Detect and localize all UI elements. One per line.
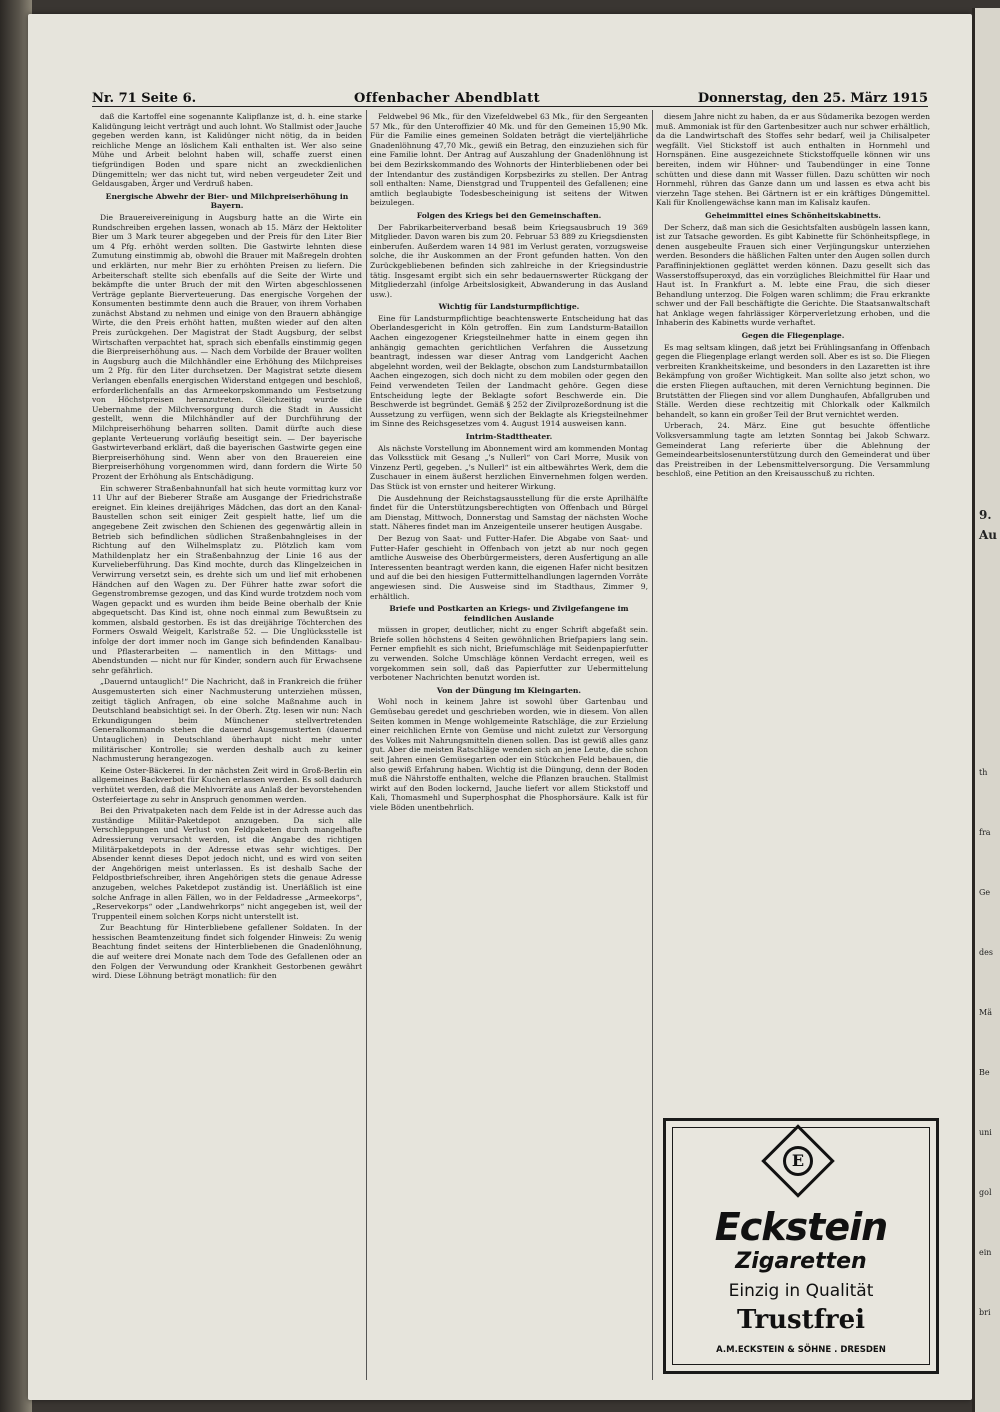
article-heading: Intrim-Stadttheater. — [465, 432, 553, 441]
page-header — [92, 84, 928, 107]
issue-page-number: Nr. 71 Seite 6. — [92, 91, 197, 106]
article-paragraph: Die Brauereivereinigung in Augsburg hatte an die Wirte ein Rundschreiben ergehen lassen, wonach ab 15. März der Hektoliter Bier um 3 Mark teurer abgegeben und der Preis für den Liter Bier um 4 Pfg. erhöht werden sollten. Die Gastwirte lehnten diese Zumutung einstimmig ab, obwohl die Brauer mit Maßregeln drohten und erklärten, nur mehr Bier zu erhöhten Preisen zu liefern. Die Arbeiterschaft stellte sich ebenfalls auf die Seite der Wirte und bekämpfte die unter Bruch der mit den Wirten abgeschlossenen Verträge geplante Bierverteuerung. Das energische Vorgehen der Konsumenten bestimmte denn auch die Brauer, von ihrem Vorhaben zunächst Abstand zu nehmen und einige von den Brauern abhängige Wirte, die den Preis erhöht hatten, mußten wieder auf den alten Preis zurückgehen. Der Magistrat der Stadt Augsburg, der selbst Wirtschaften verpachtet hat, sprach sich ebenfalls einstimmig gegen die Bierpreiserhöhung aus. — Nach dem Vorbilde der Brauer wollten in Augsburg auch die Milchhändler eine Erhöhung des Milchpreises um 2 Pfg. für den Liter durchsetzen. Der Magistrat setzte diesem Verlangen ebenfalls energischen Widerstand entgegen und beschloß, erforderlichenfalls an das Armeekorpskommando um Festsetzung von Höchstpreisen heranzutreten. Gleichzeitig wurde die Uebernahme der Milchversorgung durch die Stadt in Aussicht gestellt, wenn die Milchhändler auf der Durchführung der Milchpreiserhöhung beharren sollten. Damit dürfte auch diese geplante Verteuerung vorläufig beseitigt sein. — Der bayerische Gastwirteverband erklärt, daß die bayerischen Gastwirte gegen eine Bierpreiserhöhung sind. Wenn aber von den Brauereien eine Bierpreiserhöhung vorgenommen wird, dann fordern die Wirte 50 Prozent der Erhöhung als Entschädigung. — [92, 212, 362, 481]
adjacent-page-fragment: Be — [979, 1068, 990, 1077]
ad-product: Zigaretten — [735, 1249, 867, 1274]
text-column-1 — [92, 112, 362, 1380]
text-column-2 — [370, 112, 648, 1380]
article-paragraph: Keine Oster-Bäckerei. In der nächsten Zeit wird in Groß-Berlin ein allgemeines Backverbot für Kuchen erlassen werden. Es soll dadurch verhütet werden, daß die Mehlvorräte aus Anlaß der bevorstehenden Osterfeiertage zu sehr in Anspruch genommen werden. — [92, 765, 362, 804]
article-paragraph: müssen in groper, deutlicher, nicht zu enger Schrift abgefaßt sein. Briefe sollen höchstens 4 Seiten gewöhnlichen Briefpapiers lang sein. Ferner empfiehlt es sich nicht, Briefumschläge mit Seidenpapierfutter zu verwenden. Solche Umschläge können Verdacht erregen, weil es vorgekommen sein soll, daß das Papierfutter zur Uebermittelung verbotener Nachrichten benutzt worden ist. — [370, 625, 648, 683]
article-heading: Briefe und Postkarten an Kriegs- und Zivilgefangene im feindlichen Auslande — [389, 604, 629, 623]
article-paragraph: Urberach, 24. März. Eine gut besuchte öffentliche Volksversammlung tagte am letzten Sonntag bei Jakob Schwarz. Gemeinderat Lang referierte über die Ablehnung der Gemeindearbeitslosenunterstützung durch den Gemeinderat und über das Preistreiben in der Lebensmittelversorgung. Die Versammlung beschloß, eine Petition an den Kreisausschuß zu richten. — [656, 421, 930, 479]
adjacent-page-fragment: des — [979, 948, 993, 957]
article-heading: Von der Düngung im Kleingarten. — [436, 685, 582, 695]
adjacent-page-fragment: Mä — [979, 1008, 992, 1017]
article-paragraph: Als nächste Vorstellung im Abonnement wird am kommenden Montag das Volksstück mit Gesang „'s Nullerl“ von Carl Morre, Musik von Vinzenz Pertl, gegeben. „'s Nullerl“ ist ein altbewährtes Werk, dem die Zuschauer in einem äußerst herzlichen Einvernehmen folgen werden. Das Stück ist von ernster und heiterer Wirkung. — [370, 443, 648, 491]
article-paragraph: Wohl noch in keinem Jahre ist sowohl über Gartenbau und Gemüsebau geredet und geschrieben worden, wie in diesem. Von allen Seiten kommen in Menge wohlgemeinte Ratschläge, die zur Erzielung einer reichlichen Ernte von Gemüse und nicht zuletzt zur Versorgung des Volkes mit Nahrungsmitteln dienen sollen. Das ist gewiß alles ganz gut. Aber die meisten Ratschläge wenden sich an jene Leute, die schon seit Jahren einen Gemüsegarten oder ein Stückchen Feld bebauen, die also gewiß Erfahrung haben. Wichtig ist die Düngung, denn der Boden muß die Nährstoffe enthalten, welche die Pflanzen brauchen. Stallmist wirkt auf den Boden lockernd, Jauche liefert vor allem Stickstoff und Kali, Thomasmehl und Superphosphat die Phosphorsäure. Kalk ist für viele Böden unentbehrlich. — [370, 697, 648, 812]
article-paragraph: Zur Beachtung für Hinterbliebene gefallener Soldaten. In der hessischen Beamtenzeitung findet sich folgender Hinweis: Zu wenig Beachtung findet seitens der Hinterbliebenen die Gnadenlöhnung, die auf weitere drei Monate nach dem Tode des Gefallenen oder an den Folgen der Verwundung oder Krankheit Gestorbenen gewährt wird. Diese Löhnung beträgt monatlich: für den — [92, 923, 362, 981]
article-paragraph: Der Scherz, daß man sich die Gesichtsfalten ausbügeln lassen kann, ist zur Tatsache geworden. Es gibt Kabinette für Schönheitspflege, in denen ausgebeulte Frauen sich einer Verjüngungskur unterziehen werden. Besonders die häßlichen Falten unter den Augen sollen durch Paraffininjektionen geglättet werden können. Dazu gesellt sich das Wasserstoffsuperoxyd, das ein vorzügliches Bleichmittel für Haar und Haut ist. In Frankfurt a. M. lebte eine Frau, die sich dieser Behandlung unterzog. Die Folgen waren schlimm; die Frau erkrankte schwer und der Fall beschäftigte die Gerichte. Die Staatsanwaltschaft hat Anklage wegen fahrlässiger Körperverletzung erhoben, und die Inhaberin des Kabinetts wurde verhaftet. — [656, 222, 930, 328]
adjacent-page-fragment: fra — [979, 828, 991, 837]
ad-maker: A.M.ECKSTEIN & SÖHNE . DRESDEN — [716, 1345, 886, 1355]
ad-claim: Trustfrei — [736, 1305, 865, 1335]
adjacent-page-strip — [972, 8, 1000, 1412]
article-heading: Energische Abwehr der Bier- und Milchpreiserhöhung in Bayern. — [105, 191, 349, 211]
article-heading: Gegen die Fliegenplage. — [741, 331, 845, 341]
article-heading: Folgen des Kriegs bei den Gemeinschaften. — [416, 210, 602, 220]
adjacent-page-fragment: uni — [979, 1128, 992, 1137]
article-paragraph: Es mag seltsam klingen, daß jetzt bei Frühlingsanfang in Offenbach gegen die Fliegenplage erlangt werden soll. Aber es ist so. Die Fliegen verbreiten Krankheitskeime, und besonders in den Lazaretten ist ihre Bekämpfung von großer Wichtigkeit. Man sollte also jetzt schon, wo die ersten Fliegen auftauchen, mit deren Vernichtung beginnen. Die Brutstätten der Fliegen sind vor allem Dunghaufen, Abfallgruben und Ställe. Werden diese rechtzeitig mit Chlorkalk oder Kalkmilch behandelt, so kann ein großer Teil der Brut vernichtet werden. — [656, 342, 930, 419]
ad-tagline: Einzig in Qualität — [728, 1281, 874, 1301]
article-paragraph: Bei den Privatpaketen nach dem Felde ist in der Adresse auch das zuständige Militär-Paketdepot anzugeben. Da sich alle Verschleppungen und Verlust von Feldpaketen durch mangelhafte Adressierung verursacht werden, ist die Angabe des richtigen Militärpaketdepots in der Adresse etwas sehr wichtiges. Der Absender kennt dieses Depot jedoch nicht, und es wird von seiten der Angehörigen meist unterlassen. Es ist deshalb Sache der Feldpostbriefschreiber, ihren Angehörigen stets die genaue Adresse anzugeben, welches Paketdepot zuständig ist. Unerläßlich ist eine solche Anfrage in allen Fällen, wo in der Feldadresse „Armeekorps“, „Reservekorps“ oder „Landwehrkorps“ nicht angegeben ist, weil der Truppenteil einem solchen Korps nicht unterstellt ist. — [92, 806, 362, 921]
article-paragraph: Feldwebel 96 Mk., für den Vizefeldwebel 63 Mk., für den Sergeanten 57 Mk., für den Unteroffizier 40 Mk. und für den Gemeinen 15,90 Mk. Für die Familie eines gemeinen Soldaten beträgt die vierteljährliche Gnadenlöhnung 47,70 Mk., gewiß ein Betrag, den einzuziehen sich für eine Familie lohnt. Der Antrag auf Auszahlung der Gnadenlöhnung ist bei dem Bezirkskommando des Wohnorts der Hinterbliebenen oder bei der Intendantur des zuständigen Korpsbezirks zu stellen. Der Antrag soll enthalten: Name, Dienstgrad und Truppenteil des Gefallenen; eine amtlich beglaubigte Todesbescheinigung ist seitens der Witwen beizulegen. — [370, 112, 648, 208]
newspaper-title: Offenbacher Abendblatt — [353, 91, 541, 106]
adjacent-page-fragment: ein — [979, 1248, 992, 1257]
article-paragraph: Der Fabrikarbeiterverband besaß beim Kriegsausbruch 19 369 Mitglieder. Davon waren bis zum 20. Februar 53 889 zu Kriegsdiensten einberufen. Außerdem waren 14 981 im Verlust geraten, vorzugsweise solche, die ihr Auskommen an der Front gefunden hatten. Von den Zurückgebliebenen befinden sich zahlreiche in der Kriegsindustrie tätig. Insgesamt ergibt sich ein sehr bedauernswerter Rückgang der Mitgliederzahl (infolge Arbeitslosigkeit, Abwanderung in das Ausland usw.). — [370, 222, 648, 299]
article-heading: Geheimmittel eines Schönheitskabinetts. — [705, 210, 881, 220]
issue-date: Donnerstag, den 25. März 1915 — [697, 91, 928, 106]
article-paragraph: Der Bezug von Saat- und Futter-Hafer. Die Abgabe von Saat- und Futter-Hafer geschieht in Offenbach von jetzt ab nur noch gegen amtliche Ausweise des Oberbürgermeisters, deren Ausfertigung an alle Interessenten beantragt werden kann, die eigenen Hafer nicht besitzen und auf die bei den hiesigen Futtermittelhandlungen lagernden Vorräte angewiesen sind. Die Ausweise sind im Stadthaus, Zimmer 9, erhältlich. — [370, 533, 648, 601]
ad-brand: Eckstein — [714, 1205, 888, 1249]
logo-letter: E — [783, 1146, 813, 1176]
article-paragraph: diesem Jahre nicht zu haben, da er aus Südamerika bezogen werden muß. Ammoniak ist für den Gartenbesitzer auch nur schwer erhältlich, da die Landwirtschaft des Stoffes sehr bedarf, weil ja Chilisalpeter wegfällt. Viel Stickstoff ist auch enthalten in Hornmehl und Hornspänen. Eine ausgezeichnete Stickstoffquelle können wir uns bereiten, indem wir Hühner- und Taubendünger in eine Tonne schütten und diese dann mit Wasser füllen. Dazu schütten wir noch Hornmehl, rühren das Ganze dann um und lassen es etwa acht bis vierzehn Tage stehen. Bei Gärtnern ist er ein kräftiges Düngemittel. Kali für Knollengewächse kann man im Kalisalz kaufen. — [656, 112, 930, 208]
adjacent-page-fragment: th — [979, 768, 988, 777]
adjacent-page-fragment: gol — [979, 1188, 992, 1197]
adjacent-page-fragment: bri — [979, 1308, 991, 1317]
article-paragraph: Ein schwerer Straßenbahnunfall hat sich heute vormittag kurz vor 11 Uhr auf der Bieberer Straße am Ausgange der Friedrichstraße ereignet. Ein kleines dreijähriges Mädchen, das dort an den Kanal-Baustellen schon seit einiger Zeit gespielt hatte, lief um die angegebene Zeit zwischen den Schienen des gegenwärtig allein in Betrieb sich befindlichen südlichen Straßenbahngleises in der Richtung auf den Wilhelmsplatz zu. Plötzlich kam vom Mathildenplatz her ein Straßenbahnzug der Linie 16 aus der Kurvelieberführung. Das Kind mochte, durch das Klingelzeichen in Verwirrung versetzt sein, es drehte sich um und lief mit erhobenen Händchen auf den Wagen zu. Der Führer hatte zwar sofort die Gegenstrombremse gezogen, und das Kind wurde trotzdem noch vom Wagen gepackt und es wurden ihm beide Beine oberhalb der Knie abgequetscht. Das Kind ist, ohne noch einmal zum Bewußtsein zu kommen, alsbald gestorben. Es ist das dreijährige Töchterchen des Formers Oswald Weigelt, Karlstraße 52. — Die Unglücksstelle ist infolge der dort immer noch im Gange sich befindenden Kanalbau- und Pflasterarbeiten — namentlich in den Mittags- und Abendstunden — nicht nur für Kinder, sondern auch für Erwachsene sehr gefährlich. — [92, 483, 362, 675]
adjacent-page-fragment: Au — [979, 528, 998, 542]
adjacent-page-fragment: 9. — [979, 508, 992, 522]
article-paragraph: daß die Kartoffel eine sogenannte Kalipflanze ist, d. h. eine starke Kalidüngung leicht verträgt und auch lohnt. Wo Stallmist oder Jauche gegeben werden kann, ist Kalidünger nicht nötig, da in beiden reichliche Menge an löslichem Kali enthalten ist. Wer also seine Mühe und Arbeit belohnt haben will, schaffe zuerst einen tiefgründigen Boden und spare nicht an zweckdienlichen Düngemitteln; wer das nicht tut, wird neben vergeudeter Zeit und Geldausgaben, Ärger und Verdruß haben. — [92, 112, 362, 189]
eckstein-advertisement — [663, 1118, 939, 1374]
article-paragraph: Eine für Landsturmpflichtige beachtenswerte Entscheidung hat das Oberlandesgericht in Köln getroffen. Ein zum Landsturm-Bataillon Aachen eingezogener Kriegsteilnehmer hatte in einem gegen ihn anhängig gemachten gerichtlichen Verfahren die Aussetzung beantragt, indessen war dieser Antrag vom Landgericht Aachen abgelehnt worden, weil der Beklagte, obschon zum Landsturmbataillon Aachen eingezogen, sich doch nicht zu dem mobilen oder gegen den Feind verwendeten Teilen der Landmacht gehöre. Gegen diese Entscheidung legte der Beklagte sofort Beschwerde ein. Die Beschwerde ist begründet. Gemäß § 252 der Zivilprozeßordnung ist die Aussetzung zu verfügen, wenn sich der Beklagte als Kriegsteilnehmer im Sinne des Reichsgesetzes vom 4. August 1914 ausweisen kann. — [370, 313, 648, 429]
adjacent-page-fragment: Ge — [979, 888, 991, 897]
column-divider — [652, 110, 653, 1380]
article-paragraph: Die Ausdehnung der Reichstagsausstellung für die erste Aprilhälfte findet für die Unterstützungsberechtigten von Offenbach und Bürgel am Dienstag, Mittwoch, Donnerstag und Samstag der nächsten Woche statt. Näheres findet man im Anzeigenteile unserer heutigen Ausgabe. — [370, 493, 648, 532]
article-heading: Wichtig für Landsturmpflichtige. — [438, 302, 580, 312]
column-divider — [366, 110, 367, 1380]
article-paragraph: „Dauernd untauglich!“ Die Nachricht, daß in Frankreich die früher Ausgemusterten sich einer Nachmusterung unterziehen müssen, zeitigt täglich Anfragen, ob eine solche Maßnahme auch in Deutschland beabsichtigt sei. In der Oberh. Ztg. lesen wir nun: Nach Erkundigungen beim Münchener stellvertretenden Generalkommando stehen die dauernd Ausgemusterten (dauernd Untauglichen) in Deutschland überhaupt nicht mehr unter militärischer Kontrolle; sie werden deshalb auch zu keiner Nachmusterung herangezogen. — [92, 677, 362, 764]
